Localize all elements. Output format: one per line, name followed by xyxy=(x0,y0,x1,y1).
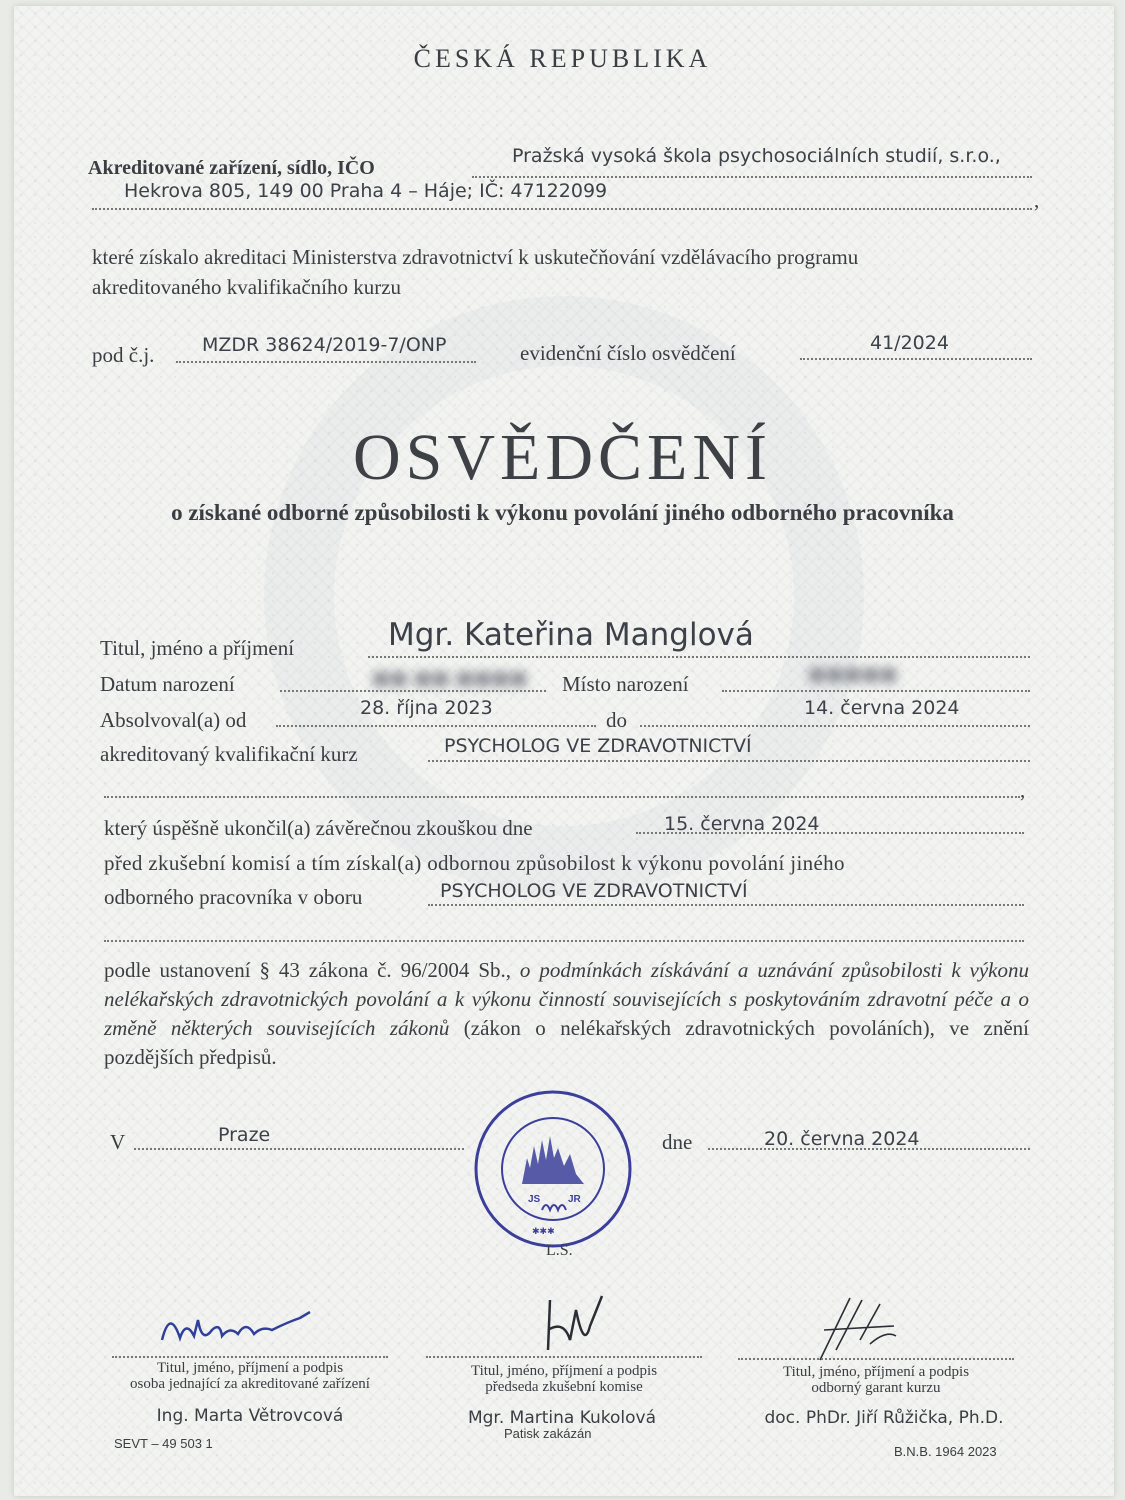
stamp-initials-right: JR xyxy=(568,1194,581,1205)
dotted-line xyxy=(92,208,1032,210)
ls-mark: L.S. xyxy=(546,1242,573,1259)
watermark-emblem xyxy=(264,296,864,896)
caption-line: Titul, jméno, příjmení a podpis xyxy=(470,1363,658,1379)
field-value: PSYCHOLOG VE ZDRAVOTNICTVÍ xyxy=(440,880,748,902)
committee-text: před zkušební komisí a tím získal(a) odbornou způsobilost k výkonu povolání jiného xyxy=(104,851,845,875)
institution-address: Hekrova 805, 149 00 Praha 4 – Háje; IČ: 47122099 xyxy=(124,180,608,202)
svg-text:✱✱✱: ✱✱✱ xyxy=(532,1226,555,1236)
dotted-line xyxy=(104,940,1024,942)
caption-line: Titul, jméno, příjmení a podpis xyxy=(782,1364,970,1380)
dotted-line xyxy=(640,725,1030,727)
reference-label: pod č.j. xyxy=(92,343,155,367)
course-value: PSYCHOLOG VE ZDRAVOTNICTVÍ xyxy=(444,735,752,757)
birth-place-value-redacted: ■■■■■ xyxy=(808,663,898,685)
dotted-line xyxy=(368,656,1030,658)
place-value: Praze xyxy=(218,1124,271,1146)
country-heading: ČESKÁ REPUBLIKA xyxy=(413,44,712,73)
caption-line: předseda zkušební komise xyxy=(485,1379,643,1395)
holder-name-label: Titul, jméno a příjmení xyxy=(100,636,295,660)
legal-part-1: podle ustanovení § 43 zákona č. 96/2004 Sb., xyxy=(104,958,520,982)
course-from-value: 28. října 2023 xyxy=(360,697,493,719)
signature-line xyxy=(112,1356,388,1358)
accreditation-text-1: které získalo akreditaci Ministerstva zdravotnictví k uskutečňování vzdělávacího programu xyxy=(92,245,859,269)
dotted-line xyxy=(176,361,476,363)
legal-paragraph xyxy=(104,956,1029,1072)
document-subtitle: o získané odborné způsobilosti k výkonu povolání jiného odborného pracovníka xyxy=(171,500,954,525)
dotted-line xyxy=(428,760,1030,762)
evidence-number-label: evidenční číslo osvědčení xyxy=(520,341,736,365)
printer-code: B.N.B. 1964 2023 xyxy=(894,1444,997,1459)
exam-text: který úspěšně ukončil(a) závěrečnou zkouškou dne xyxy=(104,816,533,840)
signatory-3-name: doc. PhDr. Jiří Růžička, Ph.D. xyxy=(764,1408,1004,1428)
dotted-line xyxy=(276,725,596,727)
signature-line xyxy=(738,1358,1014,1360)
institution-name: Pražská vysoká škola psychosociálních studií, s.r.o., xyxy=(512,145,1001,167)
date-label: dne xyxy=(662,1130,693,1154)
dotted-line xyxy=(428,904,1024,906)
dotted-line xyxy=(280,690,546,692)
course-from-label: Absolvoval(a) od xyxy=(100,708,247,732)
birth-date-label: Datum narození xyxy=(100,672,235,696)
trailing-comma: , xyxy=(1034,188,1040,212)
stamp-initials-left: JS xyxy=(528,1194,541,1205)
caption-line: Titul, jméno, příjmení a podpis xyxy=(156,1360,344,1376)
exam-date: 15. června 2024 xyxy=(664,813,820,835)
birth-date-value-redacted: ■■.■■.■■■■ xyxy=(372,667,528,689)
institution-label: Akreditované zařízení, sídlo, IČO xyxy=(88,157,375,179)
accreditation-text-2: akreditovaného kvalifikačního kurzu xyxy=(92,275,402,299)
trailing-comma: , xyxy=(1020,778,1026,802)
dotted-line xyxy=(800,358,1032,360)
document-title: OSVĚDČENÍ xyxy=(353,421,772,494)
form-code: SEVT – 49 503 1 xyxy=(114,1436,213,1451)
holder-name-value: Mgr. Kateřina Manglová xyxy=(388,617,754,653)
dotted-line xyxy=(722,690,1030,692)
legal-law-title: o podmínkách získávání a uznávání způsobilosti k výkonu nelékařských zdravotnických povolání a k výkonu činností souvisejících s poskytováním zdravotní péče a o změně některých souvisejících zákonů xyxy=(104,958,1030,1040)
signature-3-caption xyxy=(726,1364,1026,1396)
birth-place-label: Místo narození xyxy=(562,672,689,696)
caption-line: osoba jednající za akreditované zařízení xyxy=(130,1376,370,1392)
course-to-label: do xyxy=(606,708,627,732)
round-stamp xyxy=(472,1088,634,1250)
signature-1-scribble xyxy=(150,1300,330,1360)
reference-value: MZDR 38624/2019-7/ONP xyxy=(202,334,447,356)
signature-1-caption xyxy=(100,1360,400,1392)
reprint-notice: Patisk zakázán xyxy=(504,1426,592,1441)
dotted-line xyxy=(104,796,1020,798)
signature-2-scribble xyxy=(530,1290,620,1370)
place-label: V xyxy=(110,1130,126,1154)
caption-line: odborný garant kurzu xyxy=(811,1380,941,1396)
legal-part-3: (zákon o nelékařských zdravotnických povoláních), ve znění pozdějších předpisů. xyxy=(104,1016,1029,1069)
field-label: odborného pracovníka v oboru xyxy=(104,885,363,909)
signature-line xyxy=(426,1356,702,1358)
signatory-2-name: Mgr. Martina Kukolová xyxy=(467,1408,657,1428)
signatory-1-name: Ing. Marta Větrovcová xyxy=(156,1406,344,1426)
course-to-value: 14. června 2024 xyxy=(804,697,960,719)
evidence-number-value: 41/2024 xyxy=(870,332,949,354)
date-value: 20. června 2024 xyxy=(764,1128,920,1150)
signature-2-caption xyxy=(414,1363,714,1395)
course-label: akreditovaný kvalifikační kurz xyxy=(100,742,358,766)
dotted-line xyxy=(134,1148,464,1150)
dotted-line xyxy=(472,176,1032,178)
